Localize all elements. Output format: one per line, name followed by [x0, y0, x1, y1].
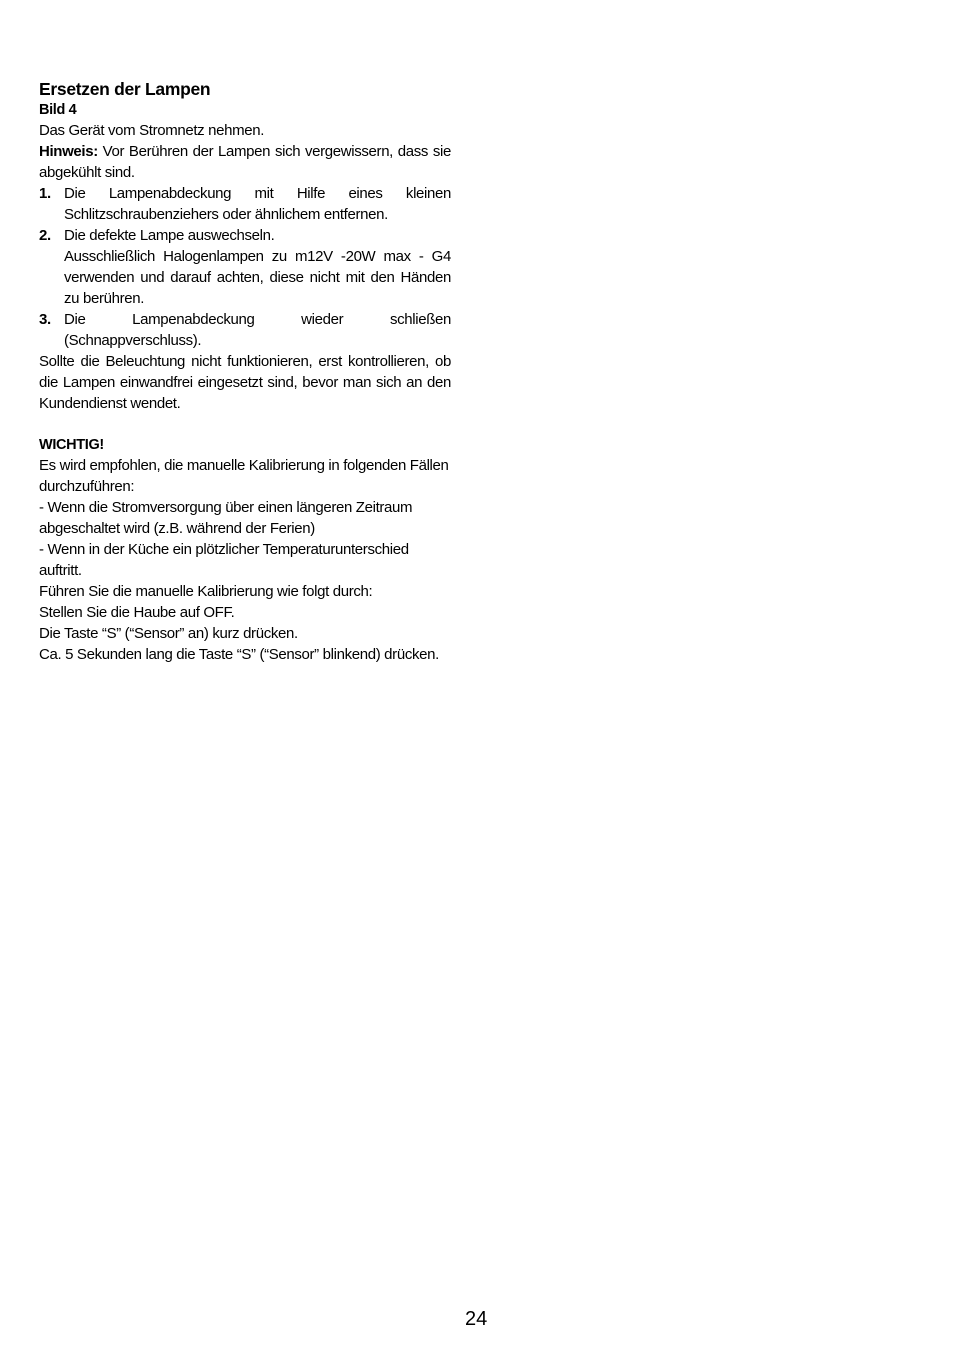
step-text-group: [64, 225, 451, 309]
warning-line: Führen Sie die manuelle Kalibrierung wie folgt durch:: [39, 583, 373, 600]
step-text: Die Lampenabdeckung mit Hilfe eines kleinen Schlitzschraubenziehers oder ähnlichem entfernen.: [64, 185, 451, 223]
spacer: [39, 414, 451, 435]
warning-line: - Wenn in der Küche ein plötzlicher Temperaturunterschied auftritt.: [39, 541, 409, 579]
warning-line: Es wird empfohlen, die manuelle Kalibrierung in folgenden Fällen durchzuführen:: [39, 457, 449, 495]
note-paragraph: [39, 141, 451, 183]
figure-reference: Bild 4: [39, 102, 77, 118]
closing-paragraph: Sollte die Beleuchtung nicht funktionieren, erst kontrollieren, ob die Lampen einwandfrei eingesetzt sind, bevor man sich an den Kundendienst wendet.: [39, 353, 451, 412]
warning-title: WICHTIG!: [39, 437, 104, 453]
step-item: [39, 183, 451, 225]
step-text: Die Lampenabdeckung wieder schließen (Schnappverschluss).: [64, 311, 451, 349]
section-title: Ersetzen der Lampen: [39, 79, 211, 99]
step-number: 2.: [39, 227, 51, 244]
warning-line: Stellen Sie die Haube auf OFF.: [39, 604, 235, 621]
step-item: [39, 225, 451, 309]
intro-text: Das Gerät vom Stromnetz nehmen.: [39, 122, 265, 139]
step-number: 3.: [39, 311, 51, 328]
warning-line: - Wenn die Stromversorgung über einen längeren Zeitraum abgeschaltet wird (z.B. während der Ferien): [39, 499, 413, 537]
step-item: [39, 309, 451, 351]
step-extra-text: Ausschließlich Halogenlampen zu m12V -20W max - G4 verwenden und darauf achten, diese nicht mit den Händen zu berühren.: [64, 248, 451, 307]
step-text: Die defekte Lampe auswechseln.: [64, 227, 275, 244]
warning-line: Die Taste “S” (“Sensor” an) kurz drücken.: [39, 625, 298, 642]
step-number: 1.: [39, 185, 51, 202]
page-number: 24: [465, 1308, 488, 1330]
warning-line: Ca. 5 Sekunden lang die Taste “S” (“Sensor” blinkend) drücken.: [39, 646, 439, 663]
text-column: [39, 78, 451, 665]
note-label: Hinweis:: [39, 143, 98, 160]
note-text: Vor Berühren der Lampen sich vergewissern, dass sie abgekühlt sind.: [39, 143, 451, 181]
